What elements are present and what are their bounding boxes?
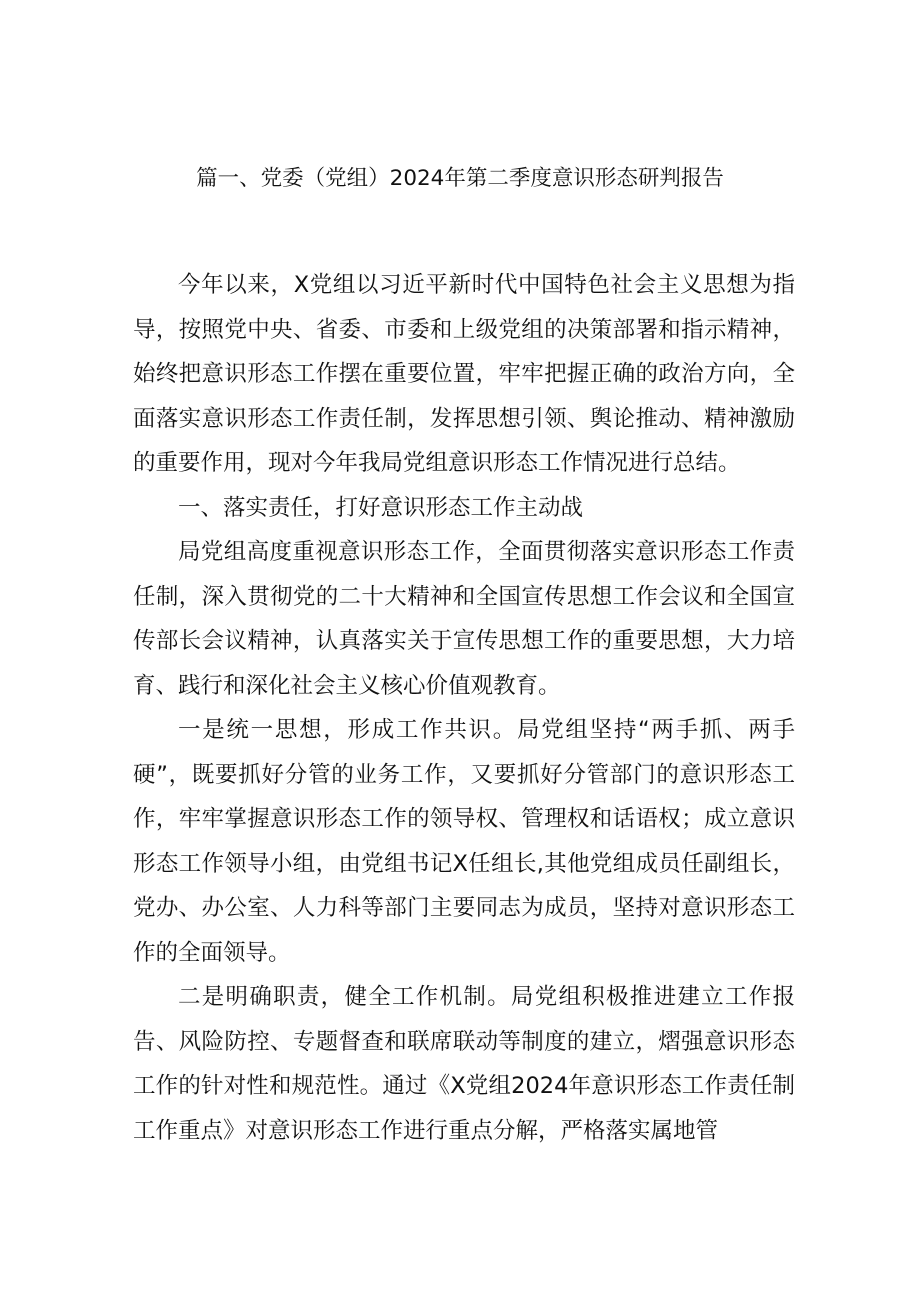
intro-paragraph: 今年以来，X党组以习近平新时代中国特色社会主义思想为指导，按照党中央、省委、市委和上级党组的决策部署和指示精神，始终把意识形态工作摆在重要位置，牢牢把握正确的政治方向，全面落实意识形态工作责任制，发挥思想引领、舆论推动、精神激励的重要作用，现对今年我局党组意识形态工作情况进行总结。 xyxy=(133,272,795,476)
section-paragraph: 局党组高度重视意识形态工作，全面贯彻落实意识形态工作责任制，深入贯彻党的二十大精神和全国宣传思想工作会议和全国宣传部长会议精神，认真落实关于宣传思想工作的重要思想，大力培育、践行和深化社会主义核心价值观教育。 xyxy=(133,539,795,699)
document-title: 篇一、党委（党组）2024年第二季度意识形态研判报告 xyxy=(196,166,724,191)
section-heading: 一、落实责任，打好意识形态工作主动战 xyxy=(178,494,584,521)
document-body xyxy=(133,263,795,1153)
point-one-paragraph: 一是统一思想，形成工作共识。局党组坚持“两手抓、两手硬”，既要抓好分管的业务工作，又要抓好分管部门的意识形态工作，牢牢掌握意识形态工作的领导权、管理权和话语权；成立意识形态工作领导小组，由党组书记X任组长,其他党组成员任副组长，党办、办公室、人力科等部门主要同志为成员，坚持对意识形态工作的全面领导。 xyxy=(133,717,795,966)
point-two-paragraph: 二是明确职责，健全工作机制。局党组积极推进建立工作报告、风险防控、专题督查和联席联动等制度的建立，熠强意识形态工作的针对性和规范性。通过《X党组2024年意识形态工作责任制工作重点》对意识形态工作进行重点分解，严格落实属地管 xyxy=(133,984,795,1144)
